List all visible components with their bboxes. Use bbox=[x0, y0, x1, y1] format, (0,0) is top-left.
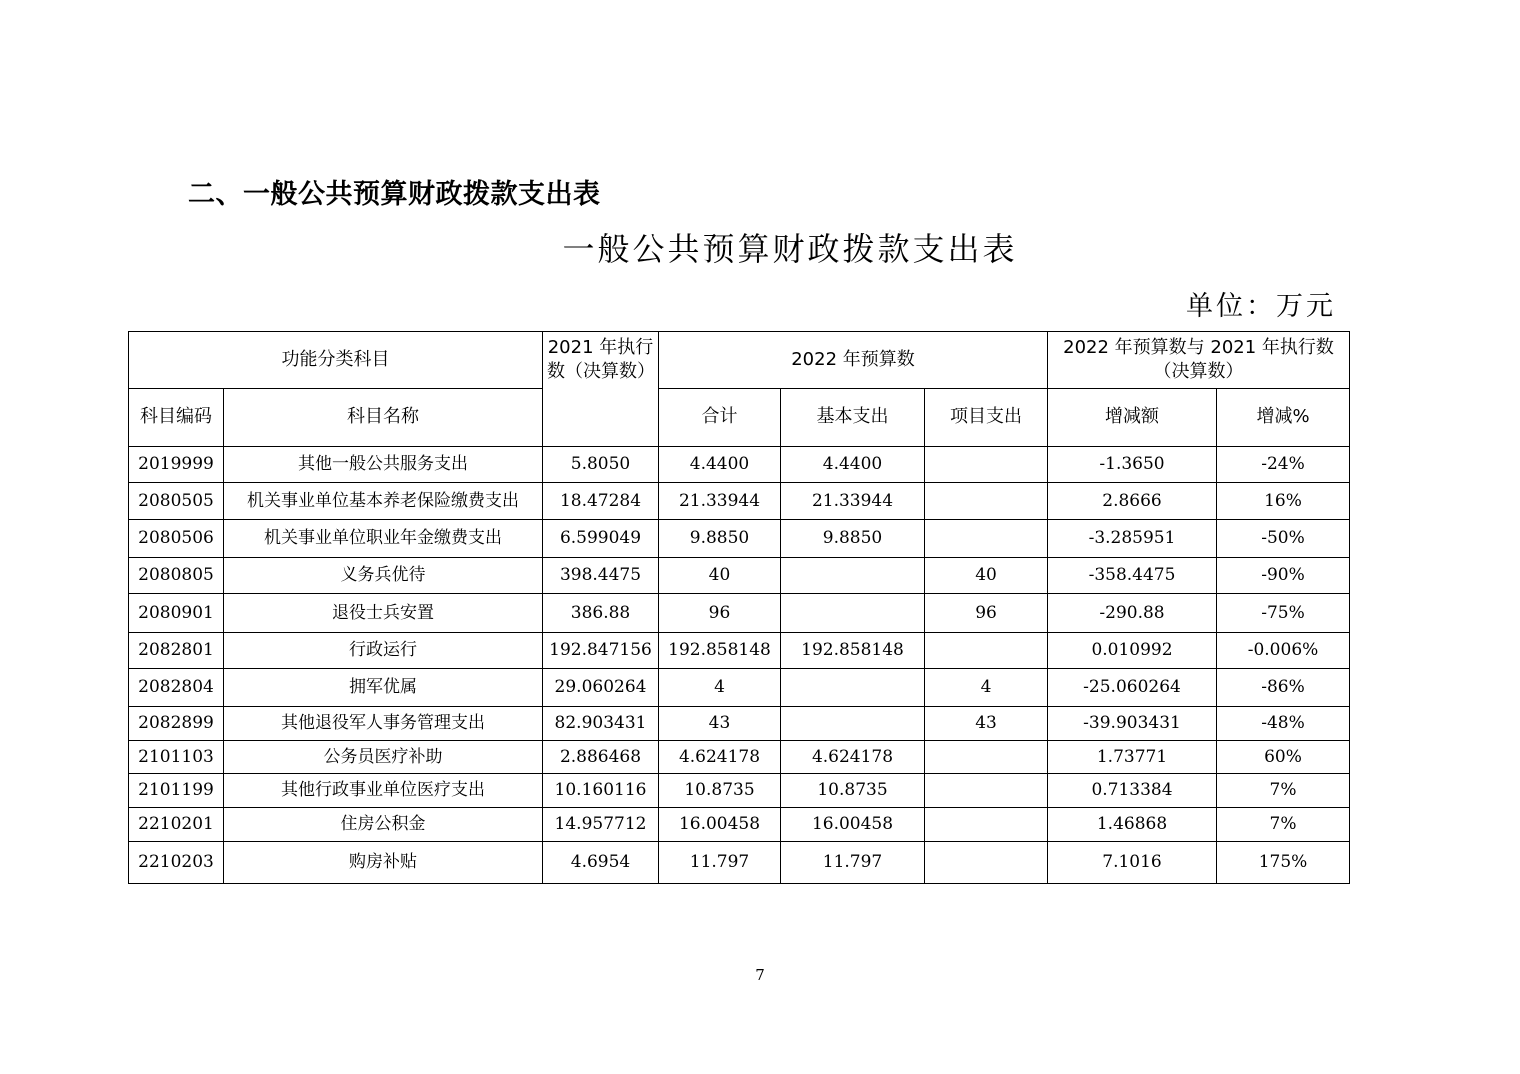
cell-name: 行政运行 bbox=[224, 633, 543, 669]
cell-pct: 16% bbox=[1217, 483, 1350, 520]
table-row bbox=[129, 669, 1350, 707]
cell-diff: -39.903431 bbox=[1048, 707, 1217, 741]
cell-exec: 82.903431 bbox=[543, 707, 659, 741]
cell-code: 2080805 bbox=[129, 558, 224, 594]
cell-code: 2210203 bbox=[129, 842, 224, 884]
cell-basic bbox=[781, 594, 925, 633]
cell-code: 2082804 bbox=[129, 669, 224, 707]
cell-diff: 7.1016 bbox=[1048, 842, 1217, 884]
cell-name: 其他退役军人事务管理支出 bbox=[224, 707, 543, 741]
table-row bbox=[129, 633, 1350, 669]
header-change-amount: 增减额 bbox=[1048, 389, 1217, 447]
cell-diff: 1.46868 bbox=[1048, 808, 1217, 842]
cell-exec: 29.060264 bbox=[543, 669, 659, 707]
cell-project: 40 bbox=[925, 558, 1048, 594]
cell-pct: -75% bbox=[1217, 594, 1350, 633]
cell-exec: 14.957712 bbox=[543, 808, 659, 842]
cell-code: 2101103 bbox=[129, 741, 224, 774]
header-budget-2022: 2022 年预算数 bbox=[659, 332, 1048, 389]
cell-exec: 5.8050 bbox=[543, 447, 659, 483]
cell-project: 43 bbox=[925, 707, 1048, 741]
table-row bbox=[129, 594, 1350, 633]
cell-total: 4.624178 bbox=[659, 741, 781, 774]
cell-total: 10.8735 bbox=[659, 774, 781, 808]
cell-total: 40 bbox=[659, 558, 781, 594]
cell-exec: 398.4475 bbox=[543, 558, 659, 594]
cell-exec: 2.886468 bbox=[543, 741, 659, 774]
table-row bbox=[129, 483, 1350, 520]
cell-pct: -0.006% bbox=[1217, 633, 1350, 669]
cell-code: 2082899 bbox=[129, 707, 224, 741]
cell-name: 其他一般公共服务支出 bbox=[224, 447, 543, 483]
table-row bbox=[129, 774, 1350, 808]
section-heading: 二、一般公共预算财政拨款支出表 bbox=[188, 179, 601, 210]
cell-code: 2019999 bbox=[129, 447, 224, 483]
cell-diff: 0.713384 bbox=[1048, 774, 1217, 808]
cell-exec: 18.47284 bbox=[543, 483, 659, 520]
cell-project: 96 bbox=[925, 594, 1048, 633]
cell-code: 2080505 bbox=[129, 483, 224, 520]
table-row bbox=[129, 520, 1350, 558]
cell-total: 11.797 bbox=[659, 842, 781, 884]
cell-code: 2080901 bbox=[129, 594, 224, 633]
cell-name: 机关事业单位职业年金缴费支出 bbox=[224, 520, 543, 558]
cell-basic: 10.8735 bbox=[781, 774, 925, 808]
cell-exec: 6.599049 bbox=[543, 520, 659, 558]
cell-diff: -1.3650 bbox=[1048, 447, 1217, 483]
cell-basic: 192.858148 bbox=[781, 633, 925, 669]
cell-diff: -3.285951 bbox=[1048, 520, 1217, 558]
header-function-category: 功能分类科目 bbox=[129, 332, 543, 389]
table-row bbox=[129, 558, 1350, 594]
cell-name: 义务兵优待 bbox=[224, 558, 543, 594]
cell-diff: 0.010992 bbox=[1048, 633, 1217, 669]
cell-pct: -48% bbox=[1217, 707, 1350, 741]
cell-total: 4 bbox=[659, 669, 781, 707]
cell-name: 机关事业单位基本养老保险缴费支出 bbox=[224, 483, 543, 520]
cell-pct: 175% bbox=[1217, 842, 1350, 884]
header-total: 合计 bbox=[659, 389, 781, 447]
cell-code: 2210201 bbox=[129, 808, 224, 842]
cell-pct: -86% bbox=[1217, 669, 1350, 707]
cell-project bbox=[925, 774, 1048, 808]
cell-basic: 4.624178 bbox=[781, 741, 925, 774]
cell-exec: 4.6954 bbox=[543, 842, 659, 884]
cell-diff: -25.060264 bbox=[1048, 669, 1217, 707]
cell-exec: 386.88 bbox=[543, 594, 659, 633]
cell-exec: 192.847156 bbox=[543, 633, 659, 669]
table-row bbox=[129, 808, 1350, 842]
cell-pct: 60% bbox=[1217, 741, 1350, 774]
cell-name: 退役士兵安置 bbox=[224, 594, 543, 633]
cell-project bbox=[925, 808, 1048, 842]
cell-basic: 16.00458 bbox=[781, 808, 925, 842]
header-basic: 基本支出 bbox=[781, 389, 925, 447]
cell-project bbox=[925, 520, 1048, 558]
header-code: 科目编码 bbox=[129, 389, 224, 447]
cell-code: 2080506 bbox=[129, 520, 224, 558]
header-name: 科目名称 bbox=[224, 389, 543, 447]
table-row bbox=[129, 842, 1350, 884]
cell-pct: 7% bbox=[1217, 808, 1350, 842]
cell-project bbox=[925, 633, 1048, 669]
cell-total: 21.33944 bbox=[659, 483, 781, 520]
cell-project bbox=[925, 483, 1048, 520]
cell-total: 4.4400 bbox=[659, 447, 781, 483]
table-row bbox=[129, 707, 1350, 741]
table-row bbox=[129, 741, 1350, 774]
cell-name: 公务员医疗补助 bbox=[224, 741, 543, 774]
cell-code: 2082801 bbox=[129, 633, 224, 669]
cell-pct: -90% bbox=[1217, 558, 1350, 594]
cell-project: 4 bbox=[925, 669, 1048, 707]
cell-diff: 2.8666 bbox=[1048, 483, 1217, 520]
cell-basic bbox=[781, 707, 925, 741]
cell-total: 16.00458 bbox=[659, 808, 781, 842]
cell-total: 192.858148 bbox=[659, 633, 781, 669]
header-exec-2021: 2021 年执行数（决算数） bbox=[543, 332, 659, 447]
unit-label: 单位：万元 bbox=[1186, 291, 1336, 322]
cell-project bbox=[925, 741, 1048, 774]
table-row bbox=[129, 447, 1350, 483]
cell-basic bbox=[781, 669, 925, 707]
cell-pct: 7% bbox=[1217, 774, 1350, 808]
cell-total: 9.8850 bbox=[659, 520, 781, 558]
table-title: 一般公共预算财政拨款支出表 bbox=[562, 230, 1018, 268]
header-project: 项目支出 bbox=[925, 389, 1048, 447]
cell-name: 购房补贴 bbox=[224, 842, 543, 884]
cell-total: 43 bbox=[659, 707, 781, 741]
cell-basic bbox=[781, 558, 925, 594]
cell-diff: -290.88 bbox=[1048, 594, 1217, 633]
cell-project bbox=[925, 842, 1048, 884]
cell-code: 2101199 bbox=[129, 774, 224, 808]
header-change-pct: 增减% bbox=[1217, 389, 1350, 447]
cell-diff: 1.73771 bbox=[1048, 741, 1217, 774]
cell-name: 其他行政事业单位医疗支出 bbox=[224, 774, 543, 808]
page-number: 7 bbox=[755, 966, 765, 984]
cell-basic: 11.797 bbox=[781, 842, 925, 884]
cell-basic: 21.33944 bbox=[781, 483, 925, 520]
cell-total: 96 bbox=[659, 594, 781, 633]
cell-project bbox=[925, 447, 1048, 483]
cell-pct: -24% bbox=[1217, 447, 1350, 483]
cell-name: 住房公积金 bbox=[224, 808, 543, 842]
budget-table bbox=[128, 331, 1350, 884]
header-change: 2022 年预算数与 2021 年执行数（决算数） bbox=[1048, 332, 1350, 389]
cell-name: 拥军优属 bbox=[224, 669, 543, 707]
cell-basic: 4.4400 bbox=[781, 447, 925, 483]
cell-basic: 9.8850 bbox=[781, 520, 925, 558]
cell-exec: 10.160116 bbox=[543, 774, 659, 808]
cell-diff: -358.4475 bbox=[1048, 558, 1217, 594]
cell-pct: -50% bbox=[1217, 520, 1350, 558]
